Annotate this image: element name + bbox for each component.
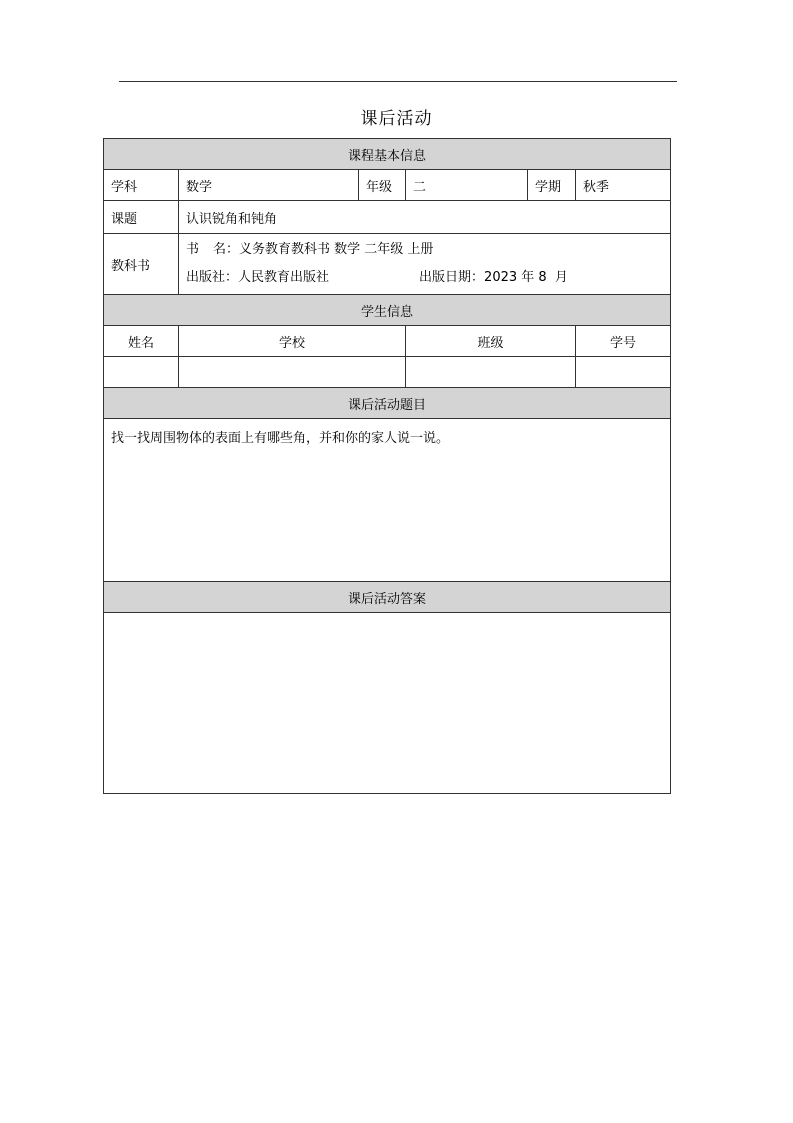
term-label: 学期: [528, 170, 576, 201]
student-col-id: 学号: [576, 326, 671, 357]
book-name-label-2: 名：: [213, 242, 240, 257]
book-name-line: [186, 242, 663, 258]
publisher-label: 出版社：: [186, 270, 239, 285]
publisher-value: 人民教育出版社: [238, 270, 330, 285]
page-title: 课后活动: [360, 109, 433, 129]
student-name-cell[interactable]: [104, 357, 179, 388]
student-id-cell[interactable]: [576, 357, 671, 388]
topic-label: 课题: [104, 201, 179, 234]
book-name-label-1: 书: [186, 242, 200, 257]
subject-value: 数学: [179, 170, 359, 201]
course-info-header: 课程基本信息: [104, 139, 671, 170]
student-col-name: 姓名: [104, 326, 179, 357]
topic-value: 认识锐角和钝角: [179, 201, 671, 234]
student-school-cell[interactable]: [179, 357, 406, 388]
textbook-label: 教科书: [104, 234, 179, 295]
activity-sheet: [103, 138, 671, 794]
activity-header: 课后活动题目: [104, 388, 671, 419]
student-col-class: 班级: [406, 326, 576, 357]
subject-label: 学科: [104, 170, 179, 201]
publisher-line: [186, 270, 663, 286]
student-class-cell[interactable]: [406, 357, 576, 388]
term-value: 秋季: [576, 170, 671, 201]
pub-date-value: 2023 年 8 月: [484, 270, 568, 285]
textbook-details: [179, 234, 671, 295]
grade-value: 二: [406, 170, 528, 201]
activity-question: 找一找周围物体的表面上有哪些角，并和你的家人说一说。: [104, 419, 671, 582]
answer-area[interactable]: [104, 613, 671, 794]
book-name-value: 义务教育教科书 数学 二年级 上册: [239, 242, 434, 257]
grade-label: 年级: [359, 170, 406, 201]
answer-header: 课后活动答案: [104, 582, 671, 613]
header-rule: [119, 81, 677, 82]
student-col-school: 学校: [179, 326, 406, 357]
student-info-header: 学生信息: [104, 295, 671, 326]
pub-date-label: 出版日期：: [419, 270, 485, 285]
